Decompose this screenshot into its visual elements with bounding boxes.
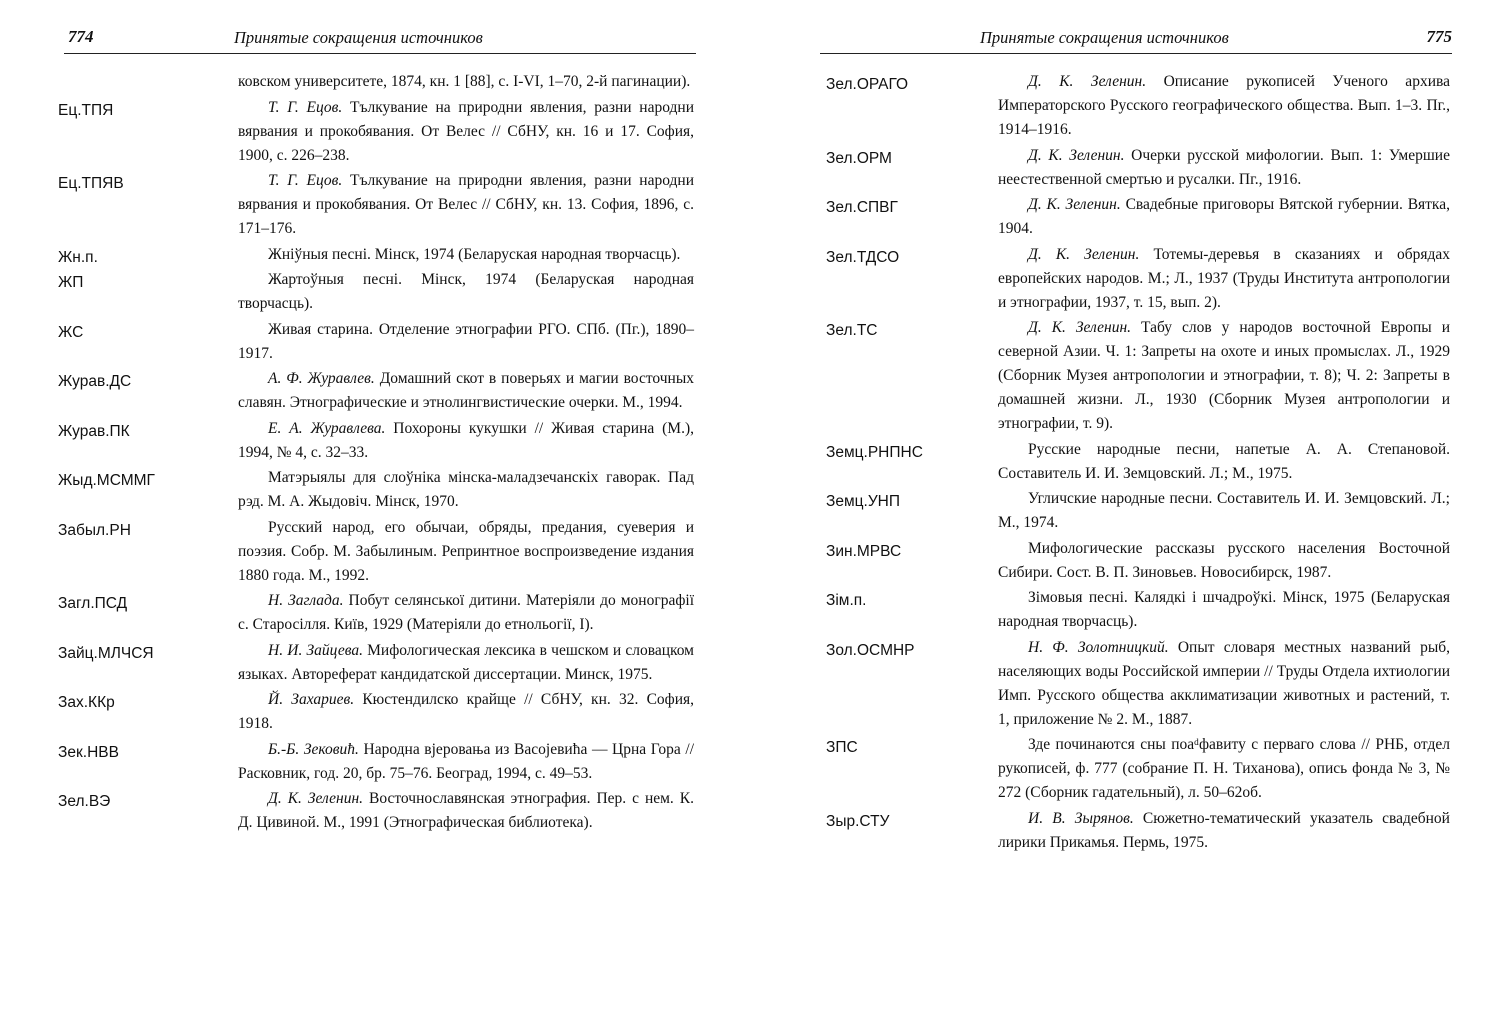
- entry-abbreviation: Жн.п.: [58, 248, 98, 266]
- entry-description: [238, 367, 694, 415]
- entry-author: А. Ф. Журавлев.: [268, 370, 375, 387]
- entry-author: Д. К. Зеленин.: [1028, 196, 1121, 213]
- entry-description: [238, 639, 694, 687]
- bibliography-entry: [50, 268, 694, 316]
- entry-description: [238, 738, 694, 786]
- right-running-title: Принятые сокращения источников: [980, 28, 1229, 47]
- entry-author: Д. К. Зеленин.: [1028, 245, 1140, 263]
- entry-author: Й. Захариев.: [268, 691, 355, 708]
- entry-text: Сюжетно-тематический указатель свадебной лирики Прикамья. Пермь, 1975.: [998, 809, 1450, 851]
- bibliography-entry: [50, 787, 694, 835]
- entry-abbreviation: Журав.ПК: [58, 422, 130, 440]
- entry-description: [238, 243, 694, 267]
- entry-text: Похороны кукушки // Живая старина (М.), 1994, № 4, с. 32–33.: [238, 419, 694, 461]
- bibliography-entry: [50, 516, 694, 588]
- entry-text: Опыт словаря местных названий рыб, населяющих воды Российской империи // Труды Отдела ихтиологии Имп. Русского общества акклиматизации животных и растений, т. 1, приложение № 2. М., 1887.: [998, 638, 1450, 728]
- entry-author: Н. Заглада.: [268, 592, 344, 609]
- bibliography-entry: [806, 487, 1450, 535]
- entry-author: Д. К. Зеленин.: [1028, 319, 1132, 336]
- entry-description: [998, 144, 1450, 192]
- bibliography-entry: [50, 589, 694, 637]
- bibliography-entry: [50, 70, 694, 94]
- entry-text: Домашний скот в поверьях и магии восточных славян. Этнографические и этнолингвистические очерки. М., 1994.: [238, 370, 694, 411]
- entry-abbreviation: Зел.ОРМ: [826, 149, 892, 167]
- entry-description: [238, 516, 694, 588]
- entry-description: [998, 537, 1450, 585]
- entry-abbreviation: Журав.ДС: [58, 373, 132, 390]
- left-page: [50, 0, 694, 1036]
- entry-abbreviation: ЖП: [58, 274, 84, 291]
- right-page-number: 775: [1426, 27, 1452, 46]
- entry-description: [238, 70, 694, 94]
- bibliography-entry: [806, 636, 1450, 732]
- entry-description: [998, 316, 1450, 436]
- entry-description: [238, 417, 694, 465]
- right-page-header: [820, 27, 1452, 54]
- entry-abbreviation: Ец.ТПЯВ: [58, 175, 124, 192]
- entry-text: Восточнославянская этнография. Пер. с нем. К. Д. Цивиной. М., 1991 (Этнографическая библиотека).: [238, 790, 694, 831]
- entry-description: [998, 193, 1450, 241]
- bibliography-entry: [50, 738, 694, 786]
- bibliography-entry: [50, 243, 694, 267]
- entry-description: [238, 96, 694, 168]
- entry-description: [998, 807, 1450, 855]
- bibliography-entry: [50, 417, 694, 465]
- entry-abbreviation: Зел.ОРАГО: [826, 76, 909, 93]
- bibliography-entry: [806, 807, 1450, 855]
- entry-text: ковском университете, 1874, кн. 1 [88], с. I-VI, 1–70, 2-й пагинации).: [238, 73, 691, 90]
- entry-author: Н. Ф. Золотницкий.: [1028, 638, 1169, 656]
- bibliography-entry: [806, 243, 1450, 315]
- entry-author: Д. К. Зеленин.: [1028, 73, 1147, 90]
- bibliography-entry: [806, 144, 1450, 192]
- entry-description: [998, 438, 1450, 486]
- bibliography-entry: [806, 438, 1450, 486]
- entry-author: Т. Г. Ецов.: [268, 172, 343, 189]
- entry-description: [238, 688, 694, 736]
- entry-description: [238, 787, 694, 835]
- entry-description: [238, 589, 694, 637]
- left-running-title: Принятые сокращения источников: [234, 28, 483, 47]
- bibliography-entry: [50, 639, 694, 687]
- entry-text: Русский народ, его обычаи, обряды, предания, суеверия и поэзия. Собр. М. Забылиным. Репринтное воспроизведение издания 1880 года. М., 1992.: [238, 518, 694, 584]
- entry-author: Д. К. Зеленин.: [1028, 146, 1125, 164]
- entry-abbreviation: Жыд.МСММГ: [58, 472, 155, 489]
- bibliography-entry: [50, 367, 694, 415]
- entry-text: Зімовыя песні. Калядкі і шчадроўкі. Мінск, 1975 (Беларуская народная творчасць).: [998, 589, 1450, 630]
- entry-abbreviation: Забыл.РН: [58, 521, 131, 539]
- bibliography-entry: [50, 688, 694, 736]
- entry-description: [238, 169, 694, 241]
- entry-text: Мифологическая лексика в чешском и словацком языках. Автореферат кандидатской диссертации. Минск, 1975.: [238, 641, 694, 683]
- entry-author: И. В. Зырянов.: [1028, 809, 1134, 827]
- left-entry-list: [50, 70, 694, 837]
- bibliography-entry: [806, 586, 1450, 634]
- entry-abbreviation: Зел.СПВГ: [826, 199, 898, 216]
- entry-text: Жартоўныя песні. Мінск, 1974 (Беларуская народная творчасць).: [238, 271, 694, 312]
- right-page: [806, 0, 1450, 1036]
- entry-abbreviation: Зел.ВЭ: [58, 793, 111, 810]
- entry-description: [998, 487, 1450, 535]
- entry-abbreviation: Земц.РНПНС: [826, 443, 923, 461]
- entry-text: Тълкувание на природни явления, разни народни вярвания и прокобявания. От Велес // СбНУ, кн. 13. София, 1896, с. 171–176.: [238, 172, 694, 237]
- entry-text: Зде починаются сны поаᵈфавиту с перваго слова // РНБ, отдел рукописей, ф. 777 (собрание П. Н. Тиханова), опись фонда № 3, № 272 (Сборник гадательный), л. 50–62об.: [998, 736, 1450, 801]
- entry-text: Живая старина. Отделение этнографии РГО. СПб. (Пг.), 1890–1917.: [238, 320, 694, 362]
- bibliography-entry: [50, 466, 694, 514]
- bibliography-entry: [806, 193, 1450, 241]
- entry-abbreviation: Зайц.МЛЧСЯ: [58, 644, 154, 662]
- entry-description: [238, 268, 694, 316]
- entry-description: [998, 243, 1450, 315]
- entry-abbreviation: Зол.ОСМНР: [826, 641, 915, 659]
- entry-abbreviation: Загл.ПСД: [58, 595, 128, 612]
- bibliography-entry: [50, 96, 694, 168]
- entry-description: [238, 466, 694, 514]
- entry-text: Описание рукописей Ученого архива Императорского Русского географического общества. Вып. 1–3. Пг., 1914–1916.: [998, 73, 1450, 138]
- left-page-header: [64, 27, 696, 54]
- entry-description: [238, 318, 694, 366]
- entry-abbreviation: ЗПС: [826, 739, 858, 756]
- entry-text: Тотемы-деревья в сказаниях и обрядах европейских народов. М.; Л., 1937 (Труды Института антропологии и этнографии, 1937, т. 15, вып. 2).: [998, 245, 1450, 311]
- entry-abbreviation: ЖС: [58, 323, 84, 341]
- entry-abbreviation: Ец.ТПЯ: [58, 101, 114, 119]
- entry-author: Б.-Б. Зековић.: [268, 740, 359, 758]
- entry-abbreviation: Зім.п.: [826, 592, 867, 609]
- entry-author: Д. К. Зеленин.: [268, 790, 364, 807]
- entry-text: Свадебные приговоры Вятской губернии. Вятка, 1904.: [998, 196, 1450, 237]
- entry-text: Тълкувание на природни явления, разни народни вярвания и прокобявания. От Велес // СбНУ, кн. 16 и 17. София, 1900, с. 226–238.: [238, 98, 694, 164]
- bibliography-entry: [806, 733, 1450, 805]
- entry-text: Кюстендилско крайще // СбНУ, кн. 32. София, 1918.: [238, 691, 694, 732]
- entry-text: Матэрыялы для слоўніка мінска-маладзечанскіх гаворак. Пад рэд. М. А. Жыдовіч. Мінск, 1970.: [238, 469, 694, 510]
- bibliography-entry: [806, 537, 1450, 585]
- entry-abbreviation: Зел.ТДСО: [826, 248, 900, 266]
- right-entry-list: [806, 70, 1450, 856]
- entry-author: Т. Г. Ецов.: [268, 98, 343, 116]
- entry-abbreviation: Зек.НВВ: [58, 743, 119, 761]
- entry-abbreviation: Зел.ТС: [826, 322, 878, 339]
- left-page-number: 774: [68, 27, 94, 46]
- bibliography-entry: [806, 316, 1450, 436]
- entry-abbreviation: Зах.ККр: [58, 694, 115, 711]
- entry-abbreviation: Зин.МРВС: [826, 542, 902, 560]
- entry-description: [998, 733, 1450, 805]
- entry-text: Жніўныя песні. Мінск, 1974 (Беларуская народная творчасць).: [268, 245, 681, 263]
- entry-author: Е. А. Журавлева.: [268, 419, 386, 437]
- bibliography-entry: [50, 169, 694, 241]
- bibliography-entry: [50, 318, 694, 366]
- entry-text: Побут селянської дитини. Матеріяли до монографії с. Старосілля. Київ, 1929 (Матеріяли до етнольогії, I).: [238, 592, 694, 633]
- entry-description: [998, 70, 1450, 142]
- entry-description: [998, 636, 1450, 732]
- entry-text: Очерки русской мифологии. Вып. 1: Умершие неестественной смертью и русалки. Пг., 1916.: [998, 146, 1450, 188]
- entry-text: Русские народные песни, напетые А. А. Степановой. Составитель И. И. Земцовский. Л.; М., 1975.: [998, 440, 1450, 482]
- entry-abbreviation: Зыр.СТУ: [826, 812, 890, 830]
- entry-text: Угличские народные песни. Составитель И. И. Земцовский. Л.; М., 1974.: [998, 490, 1450, 531]
- bibliography-entry: [806, 70, 1450, 142]
- entry-text: Мифологические рассказы русского населения Восточной Сибири. Сост. В. П. Зиновьев. Новосибирск, 1987.: [998, 539, 1450, 581]
- entry-abbreviation: Земц.УНП: [826, 493, 901, 510]
- entry-description: [998, 586, 1450, 634]
- entry-author: Н. И. Зайцева.: [268, 641, 363, 659]
- entry-text: Табу слов у народов восточной Европы и северной Азии. Ч. 1: Запреты на охоте и иных промыслах. Л., 1929 (Сборник Музея антропологии и этнографии, т. 8); Ч. 2: Запреты в домашней жизни. Л., 1930 (Сборник Музея антропологии и этнографии, т. 9).: [998, 319, 1450, 432]
- entry-text: Народна вjеровања из Васоjевића — Црна Гора // Расковник, год. 20, бр. 75–76. Београд, 1994, с. 49–53.: [238, 740, 694, 782]
